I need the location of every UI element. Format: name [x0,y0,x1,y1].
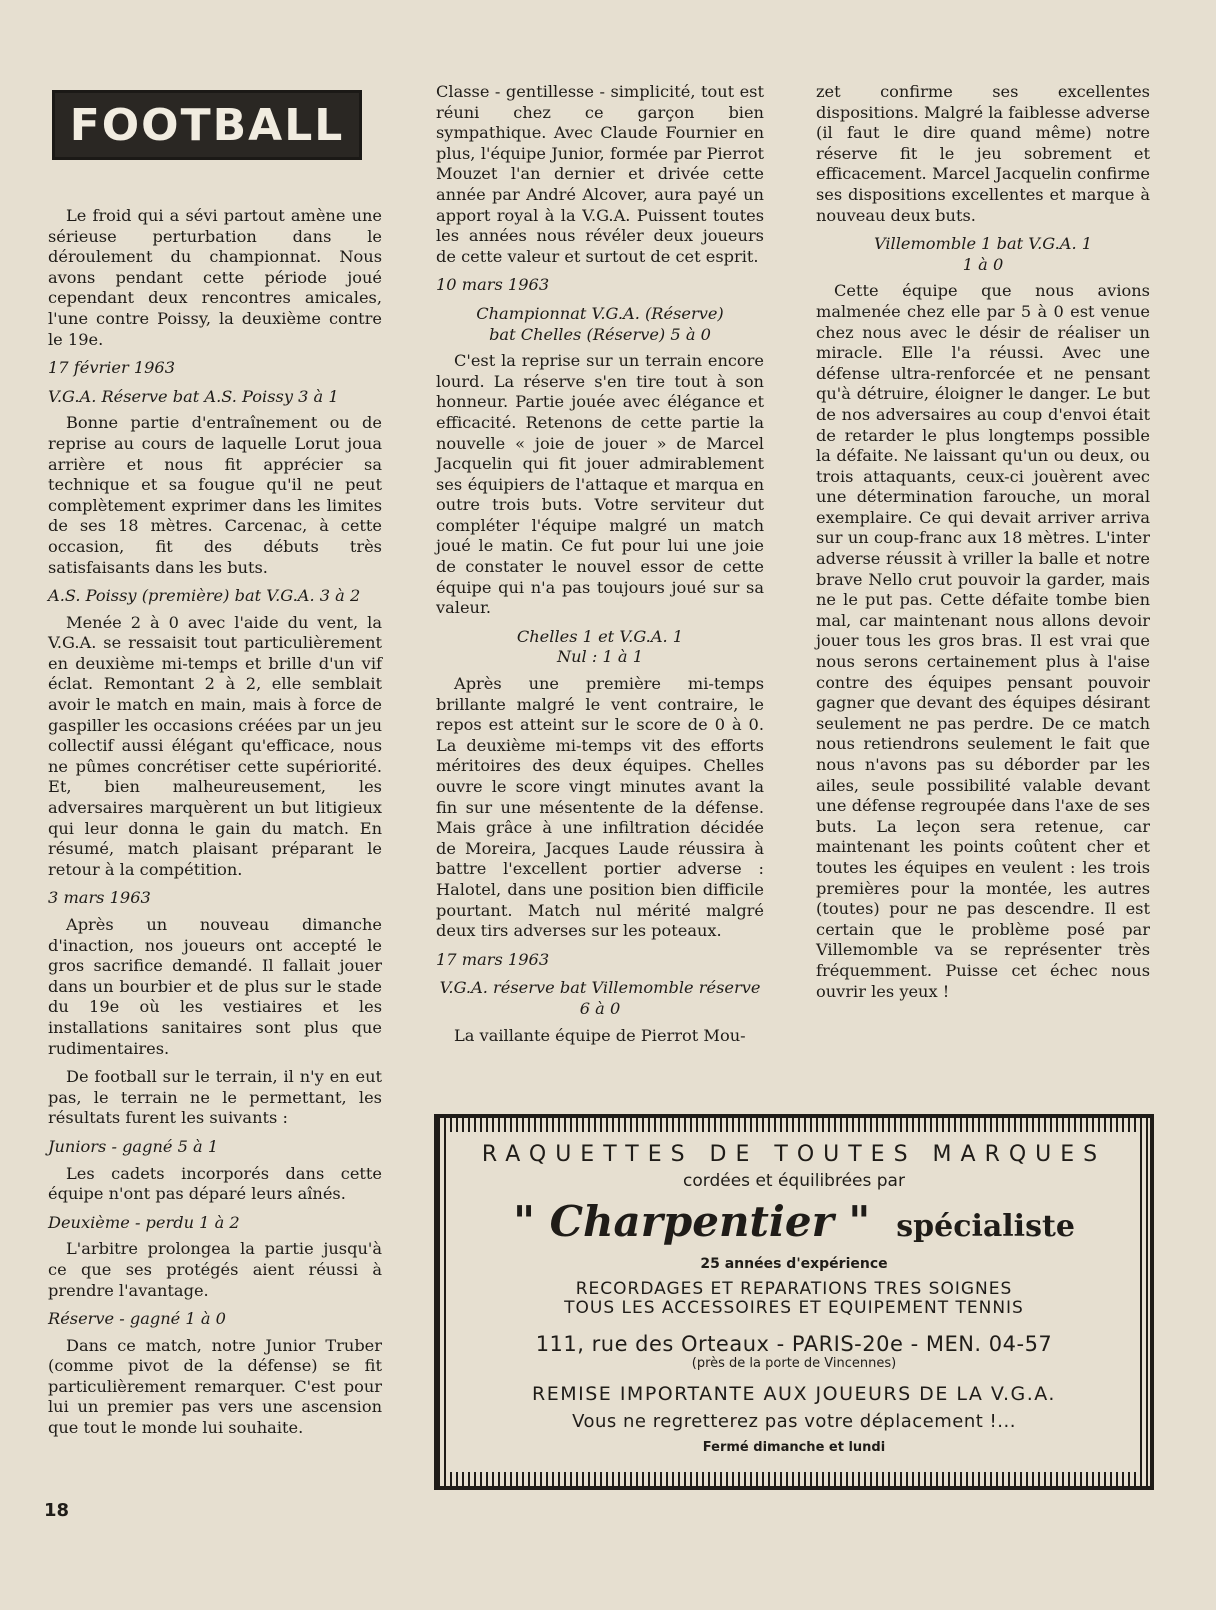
advertisement-content [448,1132,1140,1472]
match-heading: A.S. Poissy (première) bat V.G.A. 3 à 2 [48,586,361,606]
article-column-3 [816,82,1150,1002]
match-heading-line: Villemomble 1 bat V.G.A. 1 [873,234,1093,254]
paragraph: Les cadets incorporés dans cette équipe n'ont pas déparé leurs aînés. [48,1163,382,1204]
article-column-2 [436,82,764,1046]
match-heading-line: 6 à 0 [579,998,621,1018]
article-column-1 [48,206,382,1439]
ad-discount: REMISE IMPORTANTE AUX JOUEURS DE LA V.G.A. [532,1383,1056,1405]
section-title-banner [52,90,362,160]
match-heading-line: Championnat V.G.A. (Réserve) [476,303,724,323]
paragraph: Classe - gentillesse - simplicité, tout est réuni chez ce garçon bien sympathique. Avec Claude Fournier en plus, l'équipe Junior, formée par Pierrot Mouzet l'an dernier et drivée cette année par André Alcover, aura payé un apport royal à la V.G.A. Puissent toutes les années nous révéler deux joueurs de cette valeur et surtout de cet esprit. [436,82,764,266]
paragraph: De football sur le terrain, il n'y en eut pas, le terrain ne le permettant, les résultats furent les suivants : [48,1067,382,1128]
match-heading: V.G.A. Réserve bat A.S. Poissy 3 à 1 [48,386,339,406]
result-heading: Juniors - gagné 5 à 1 [48,1136,219,1156]
match-date: 17 février 1963 [48,358,176,378]
advertisement-box [434,1114,1154,1490]
page-number: 18 [44,1500,70,1521]
paragraph: C'est la reprise sur un terrain encore lourd. La réserve s'en tire tout à son honneur. Partie jouée avec élégance et efficacité. Retenons de cette partie la nouvelle « joie de jouer » de Marcel Jacquelin qui fit jouer admirablement ses équipiers de l'attaque et marqua en outre trois buts. Votre serviteur dut compléter l'équipe malgré un match joué le matin. Ce fut pour lui une joie de constater le nouvel essor de cette équipe qui n'a pas toujours joué sur sa valeur. [436,351,764,618]
paragraph: Menée 2 à 0 avec l'aide du vent, la V.G.A. se ressaisit tout particulièrement en deuxième mi-temps et brille d'un vif éclat. Remontant 2 à 2, elle semblait avoir le match en main, mais à force de gaspiller les occasions créées par un jeu collectif aussi élégant qu'efficace, nous ne pûmes concrétiser cette supériorité. Et, bien malheureusement, les adversaires marquèrent un but litigieux qui leur donna le gain du match. En résumé, match plaisant préparant le retour à la compétition. [48,612,382,879]
ad-slogan: Vous ne regretterez pas votre déplacement !... [572,1411,1016,1432]
match-heading-line: Nul : 1 à 1 [556,647,644,667]
match-heading-line: V.G.A. réserve bat Villemomble réserve [439,978,761,998]
section-title: FOOTBALL [69,99,345,151]
result-heading: Réserve - gagné 1 à 0 [48,1309,226,1329]
paragraph: Après une première mi-temps brillante malgré le vent contraire, le repos est atteint sur le score de 0 à 0. La deuxième mi-temps vit des efforts méritoires des deux équipes. Chelles ouvre le score vingt minutes avant la fin sur une mésentente de la défense. Mais grâce à une infiltration décidée de Moreira, Jacques Laude réussira à battre l'excellent portier adverse : Halotel, dans une position bien difficile pourtant. Match nul mérité malgré deux tirs adverses sur les poteaux. [436,674,764,941]
match-heading [436,978,764,1019]
match-heading-line: 1 à 0 [962,254,1004,274]
match-heading [436,304,764,345]
ad-specialist: spécialiste [896,1209,1075,1244]
ad-service-line: RECORDAGES ET REPARATIONS TRES SOIGNES [575,1279,1013,1299]
paragraph: Après un nouveau dimanche d'inaction, nos joueurs ont accepté le gros sacrifice demandé. Il fallait jouer dans un bourbier et de plus sur le stade du 19e où les vestiaires et les installations sanitaires sont plus que rudimentaires. [48,915,382,1058]
paragraph: zet confirme ses excellentes dispositions. Malgré la faiblesse adverse (il faut le dire quand même) notre réserve fit le jeu sobrement et efficacement. Marcel Jacquelin confirme ses dispositions excellentes et marque à nouveau deux buts. [816,82,1150,225]
paragraph: La vaillante équipe de Pierrot Mou- [454,1025,746,1045]
ad-brand: " Charpentier " [513,1197,871,1246]
result-heading: Deuxième - perdu 1 à 2 [48,1212,240,1232]
ad-subline: cordées et équilibrées par [683,1171,905,1191]
paragraph: Bonne partie d'entraînement ou de reprise au cours de laquelle Lorut joua arrière et nous fit apprécier sa technique et sa fougue qu'il ne peut complètement exprimer dans les limites de ses 18 mètres. Carcenac, à cette occasion, fit des débuts très satisfaisants dans les buts. [48,413,382,577]
ad-service-line: TOUS LES ACCESSOIRES ET EQUIPEMENT TENNIS [564,1298,1024,1318]
match-date: 10 mars 1963 [436,275,550,295]
paragraph: Le froid qui a sévi partout amène une sérieuse perturbation dans le déroulement du championnat. Nous avons pendant cette période joué cependant deux rencontres amicales, l'une contre Poissy, la deuxième contre le 19e. [48,206,382,349]
ad-experience: 25 années d'expérience [700,1256,888,1272]
ad-hours: Fermé dimanche et lundi [702,1440,886,1455]
ad-brand-row [448,1197,1140,1246]
paragraph: L'arbitre prolongea la partie jusqu'à ce que ses protégés aient réussi à prendre l'avantage. [48,1239,382,1300]
match-heading-line: bat Chelles (Réserve) 5 à 0 [489,324,711,344]
match-heading [436,627,764,668]
ad-headline: RAQUETTES DE TOUTES MARQUES [481,1142,1107,1167]
ad-services [448,1280,1140,1318]
match-date: 17 mars 1963 [436,949,550,969]
ad-address: 111, rue des Orteaux - PARIS-20e - MEN. 04-57 [535,1332,1053,1356]
ad-location: (près de la porte de Vincennes) [691,1356,897,1371]
paragraph: Cette équipe que nous avions malmenée chez elle par 5 à 0 est venue chez nous avec le désir de réaliser un miracle. Elle l'a réussi. Avec une défense ultra-renforcée et ne pensant qu'à détruire, éloigner le danger. Le but de nos adversaires au coup d'envoi était de retarder le plus longtemps possible la défaite. Ne laissant qu'un ou deux, ou trois attaquants, ceux-ci jouèrent avec une détermination farouche, un moral exemplaire. Ce qui devait arriver arriva sur un coup-franc aux 18 mètres. L'inter adverse réussit à vriller la balle et notre brave Nello crut pouvoir la garder, mais ne le put pas. Cette défaite tombe bien mal, car maintenant nous allons devoir jouer tous les gros bras. Il est vrai que nous serons certainement plus à l'aise contre des équipes pensant pouvoir gagner que devant des équipes désirant seulement ne pas perdre. De ce match nous retiendrons seulement le fait que nous n'avons pas su déborder par les ailes, seule possibilité valable devant une défense regroupée dans l'axe de ses buts. La leçon sera retenue, car maintenant les points coûtent cher et toutes les équipes en veulent : les trois premières pour la montée, les autres (toutes) pour ne pas descendre. Il est certain que le problème posé par Villemomble va se représenter très fréquemment. Puisse cet échec nous ouvrir les yeux ! [816,281,1150,1001]
paragraph: Dans ce match, notre Junior Truber (comme pivot de la défense) se fit particulièrement remarquer. C'est pour lui un premier pas vers une ascension que tout le monde lui souhaite. [48,1335,382,1438]
match-date: 3 mars 1963 [48,888,151,908]
match-heading-line: Chelles 1 et V.G.A. 1 [516,626,684,646]
match-heading [816,234,1150,275]
